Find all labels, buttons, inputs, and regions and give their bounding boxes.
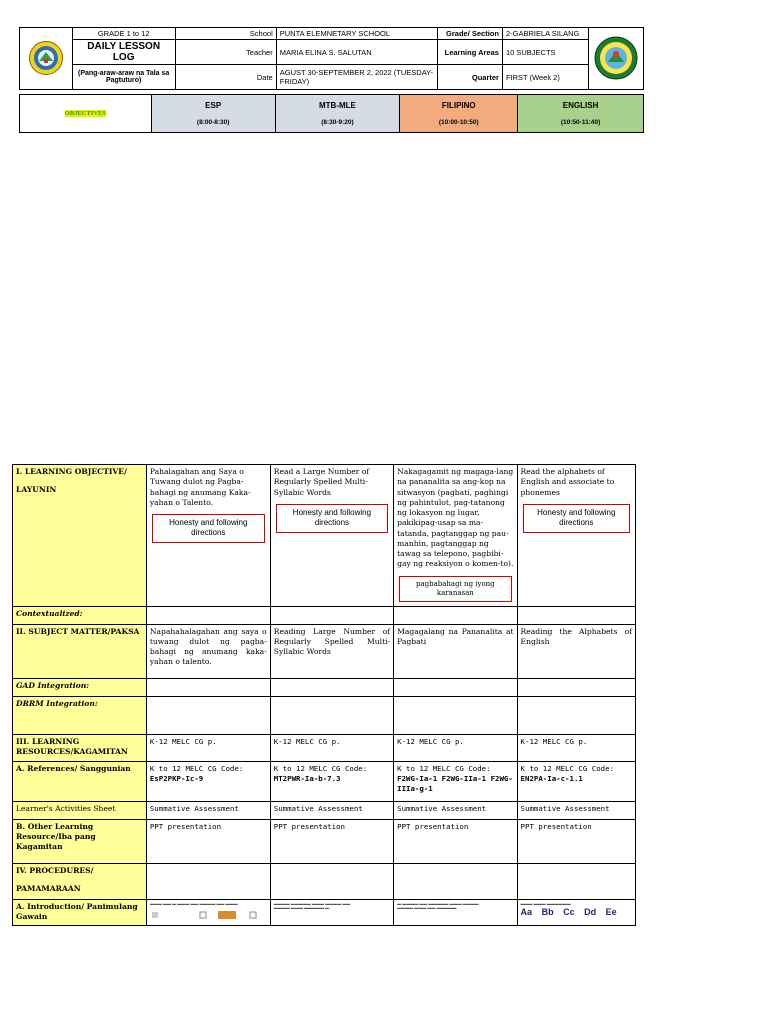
other-esp: PPT presentation — [146, 819, 270, 863]
teacher-label: Teacher — [175, 40, 276, 65]
row-references — [13, 761, 636, 801]
label-gad: GAD Integration: — [13, 678, 147, 696]
row-objective — [13, 465, 636, 607]
values-box-mtb: Honesty and following directions — [276, 504, 388, 533]
subject-matter-filipino: Magagalang na Pananalita at Pagbati — [394, 624, 517, 678]
other-mtb: PPT presentation — [270, 819, 393, 863]
values-box-filipino: pagbabahagi ng iyong karanasan — [399, 576, 511, 602]
grade-range: GRADE 1 to 12 — [72, 28, 175, 40]
resources-mtb: K-12 MELC CG p. — [270, 734, 393, 761]
resources-esp: K-12 MELC CG p. — [146, 734, 270, 761]
label-procedures: IV. PROCEDURES/ PAMAMARAAN — [13, 863, 147, 899]
references-esp: K to 12 MELC CG Code: EsP2PKP-Ic-9 — [146, 761, 270, 801]
alphabet-dd: Dd — [584, 907, 597, 918]
school-logo-right — [589, 28, 644, 90]
resources-filipino: K-12 MELC CG p. — [394, 734, 517, 761]
intro-mtb-thumbnail: ▬▬▬▬ ▬▬▬▬▬ ▬▬▬ ▬▬▬▬ ▬▬ ▬▬▬▬ ▬▬▬ ▬▬▬▬▬ ▬ — [270, 899, 393, 925]
alphabet-ee: Ee — [605, 907, 617, 918]
alphabet-bb: Bb — [541, 907, 554, 918]
row-subject-matter — [13, 624, 636, 678]
grade-section-label: Grade/ Section — [437, 28, 502, 40]
school-label: School — [175, 28, 276, 40]
row-gad — [13, 678, 636, 696]
label-drrm: DRRM Integration: — [13, 696, 147, 734]
intro-filipino-thumbnail: ▬ ▬▬▬▬ ▬▬ ▬▬▬▬▬ ▬▬▬ ▬▬▬▬ ▬▬▬▬ ▬▬▬ ▬▬ ▬▬▬▬▬ — [394, 899, 517, 925]
alphabet-aa: Aa — [520, 907, 533, 918]
lesson-plan-table — [12, 464, 636, 926]
las-esp: Summative Assessment — [146, 801, 270, 819]
label-resources: III. LEARNING RESOURCES/KAGAMITAN — [13, 734, 147, 761]
resources-english: K-12 MELC CG p. — [517, 734, 635, 761]
header-table — [19, 27, 644, 90]
date-value: AGUST 30-SEPTEMBER 2, 2022 (TUESDAY-FRIDAY) — [276, 65, 437, 90]
other-filipino: PPT presentation — [394, 819, 517, 863]
label-other-resources: B. Other Learning Resource/Iba pang Kagamitan — [13, 819, 147, 863]
objectives-heading: OBJECTIVES — [20, 95, 152, 133]
references-english: K to 12 MELC CG Code: EN2PA-Ia-c-1.1 — [517, 761, 635, 801]
quarter-value: FIRST (Week 2) — [502, 65, 588, 90]
objective-english: Read the alphabets of English and associate to phonemes Honesty and following directions — [517, 465, 635, 607]
learning-areas-value: 10 SUBJECTS — [502, 40, 588, 65]
row-introduction — [13, 899, 636, 925]
alphabet-cc: Cc — [563, 907, 575, 918]
row-procedures — [13, 863, 636, 899]
page-bottom-blank — [0, 931, 768, 1024]
learning-areas-label: Learning Areas — [437, 40, 502, 65]
las-filipino: Summative Assessment — [394, 801, 517, 819]
grade-section-value: 2-GABRIELA SILANG — [502, 28, 588, 40]
label-subject-matter: II. SUBJECT MATTER/PAKSA — [13, 624, 147, 678]
intro-esp-figures — [150, 911, 260, 919]
label-las: Learner's Activities Sheet — [13, 801, 147, 819]
values-box-english: Honesty and following directions — [523, 504, 630, 533]
objective-mtb: Read a Large Number of Regularly Spelled Multi-Syllabic Words Honesty and following directions — [270, 465, 393, 607]
label-references: A. References/ Sanggunian — [13, 761, 147, 801]
intro-esp-thumbnail: ▬▬▬ ▬▬ ▬ ▬▬▬ ▬▬ ▬▬▬▬ ▬▬ ▬▬▬ — [146, 899, 270, 925]
row-resources — [13, 734, 636, 761]
subject-english: ENGLISH (10:50-11:40) — [518, 95, 644, 133]
subject-matter-mtb: Reading Large Number of Regularly Spelled Multi-Syllabic Words — [270, 624, 393, 678]
las-english: Summative Assessment — [517, 801, 635, 819]
other-english: PPT presentation — [517, 819, 635, 863]
row-las — [13, 801, 636, 819]
label-objective: I. LEARNING OBJECTIVE/ LAYUNIN — [13, 465, 147, 607]
las-mtb: Summative Assessment — [270, 801, 393, 819]
date-label: Date — [175, 65, 276, 90]
row-other-resources — [13, 819, 636, 863]
doc-title: DAILY LESSON LOG — [72, 40, 175, 65]
values-box-esp: Honesty and following directions — [152, 514, 265, 543]
doc-subtitle: (Pang-araw-araw na Tala sa Pagtuturo) — [72, 65, 175, 90]
intro-english-alphabet: ▬▬▬ ▬▬▬ ▬▬▬▬▬▬ Aa Bb Cc Dd Ee — [517, 899, 635, 925]
label-introduction: A. Introduction/ Panimulang Gawain — [13, 899, 147, 925]
subject-mtb-mle: MTB-MLE (8:30-9:20) — [275, 95, 400, 133]
school-logo-left — [20, 28, 73, 90]
teacher-value: MARIA ELINA S. SALUTAN — [276, 40, 437, 65]
row-drrm — [13, 696, 636, 734]
subjects-row — [19, 94, 644, 133]
label-contextualized: Contextualized: — [13, 606, 147, 624]
subject-filipino: FILIPINO (10:00-10:50) — [400, 95, 518, 133]
subject-matter-esp: Napahahalagahan ang saya o tuwang dulot ng pagba-bahagi ng anumang kaka-yahan o talento. — [146, 624, 270, 678]
quarter-label: Quarter — [437, 65, 502, 90]
subject-matter-english: Reading the Alphabets of English — [517, 624, 635, 678]
school-value: PUNTA ELEMNETARY SCHOOL — [276, 28, 437, 40]
references-filipino: K to 12 MELC CG Code: F2WG-Ia-1 F2WG-IIa-1 F2WG-IIIa-g-1 — [394, 761, 517, 801]
row-contextualized — [13, 606, 636, 624]
objective-esp: Pahalagahan ang Saya o Tuwang dulot ng Pagba-bahagi ng anumang Kaka-yahan o Talento. Honesty and following directions — [146, 465, 270, 607]
subject-esp: ESP (8:00-8:30) — [151, 95, 275, 133]
objective-filipino: Nakagagamit ng magaga-lang na pananalita sa ang-kop na sitwasyon (pagbati, paghingi ng pahintulot, pag-tatanong ng lokasyon ng lugar, pakikipag-usap sa ma-tatanda, pagtanggap ng pau-manhin, pagtanggap ng tawag sa telepono, pagbibi-gay ng reaksiyon o komen-to). pagbabahagi ng iyong karanasan — [394, 465, 517, 607]
references-mtb: K to 12 MELC CG Code: MT2PWR-Ia-b-7.3 — [270, 761, 393, 801]
